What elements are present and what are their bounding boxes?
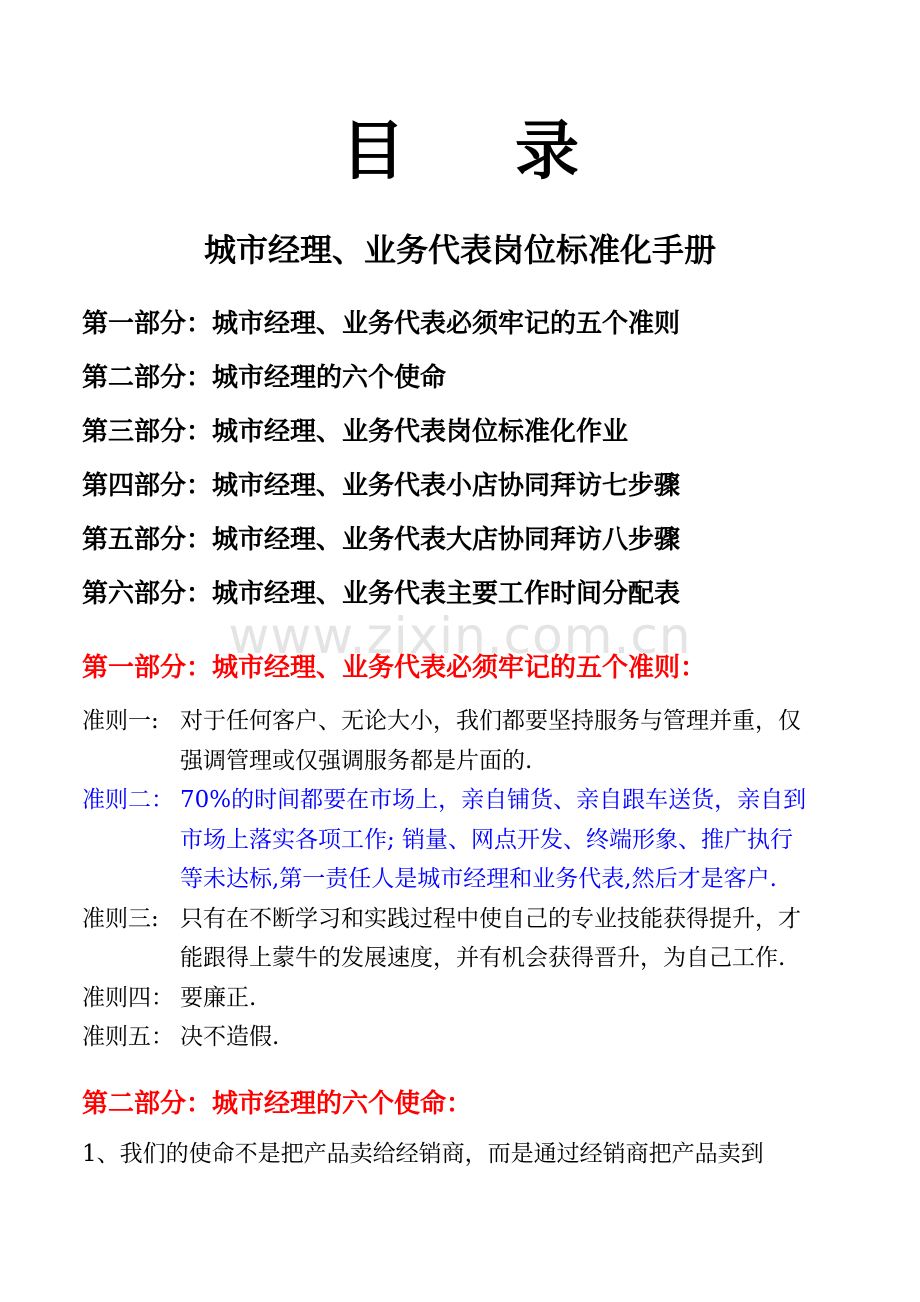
title-char-2: 录 bbox=[515, 115, 579, 189]
rule-label: 准则二： bbox=[82, 787, 174, 813]
rule-text-line: 70%的时间都要在市场上，亲自铺货、亲自跟车送货，亲自到 bbox=[180, 787, 807, 813]
rule-label: 准则五： bbox=[82, 1024, 174, 1050]
section-2-paragraph: 1、我们的使命不是把产品卖给经销商，而是通过经销商把产品卖到 bbox=[82, 1141, 764, 1167]
rule-text-line: 能跟得上蒙牛的发展速度，并有机会获得晋升，为自己工作. bbox=[180, 945, 786, 971]
rule-text bbox=[180, 702, 842, 781]
manual-subtitle: 城市经理、业务代表岗位标准化手册 bbox=[203, 231, 716, 269]
rule-item-2 bbox=[82, 781, 842, 900]
rule-text bbox=[180, 1018, 842, 1058]
page-title bbox=[0, 112, 920, 192]
rule-item-5 bbox=[82, 1018, 842, 1058]
section-1-heading: 第一部分：城市经理、业务代表必须牢记的五个准则： bbox=[82, 653, 707, 683]
rule-text-line: 要廉正. bbox=[180, 984, 257, 1011]
rule-item-3 bbox=[82, 900, 842, 979]
rules-list bbox=[82, 702, 842, 1058]
toc-item-part-1[interactable]: 第一部分：城市经理、业务代表必须牢记的五个准则 bbox=[82, 309, 681, 339]
rule-text-line: 市场上落实各项工作; 销量、网点开发、终端形象、推广执行 bbox=[180, 826, 794, 853]
watermark-text: www.zixin.com.cn bbox=[228, 607, 692, 665]
rule-text-line: 等未达标,第一责任人是城市经理和业务代表,然后才是客户. bbox=[180, 866, 777, 892]
section-2-heading: 第二部分：城市经理的六个使命： bbox=[82, 1089, 473, 1119]
toc-item-part-3[interactable]: 第三部分：城市经理、业务代表岗位标准化作业 bbox=[82, 417, 629, 447]
rule-text-line: 只有在不断学习和实践过程中使自己的专业技能获得提升，才 bbox=[180, 905, 801, 932]
toc-item-part-4[interactable]: 第四部分：城市经理、业务代表小店协同拜访七步骤 bbox=[82, 471, 681, 501]
table-of-contents bbox=[82, 302, 862, 626]
rule-label: 准则三: bbox=[82, 905, 159, 932]
rule-label: 准则四： bbox=[82, 984, 174, 1011]
toc-item-part-2[interactable]: 第二部分：城市经理的六个使命 bbox=[82, 363, 447, 393]
toc-item-part-5[interactable]: 第五部分：城市经理、业务代表大店协同拜访八步骤 bbox=[82, 525, 681, 555]
rule-text bbox=[180, 781, 842, 900]
rule-text-line: 强调管理或仅强调服务都是片面的. bbox=[180, 747, 533, 774]
title-char-1: 目 bbox=[341, 115, 405, 189]
toc-item-part-6[interactable]: 第六部分：城市经理、业务代表主要工作时间分配表 bbox=[82, 579, 681, 609]
rule-item-1 bbox=[82, 702, 842, 781]
rule-text bbox=[180, 900, 842, 979]
rule-item-4 bbox=[82, 979, 842, 1019]
rule-text-line: 决不造假. bbox=[180, 1024, 280, 1050]
rule-label: 准则一: bbox=[82, 708, 159, 734]
rule-text bbox=[180, 979, 842, 1019]
rule-text-line: 对于任何客户、无论大小，我们都要坚持服务与管理并重，仅 bbox=[180, 708, 801, 734]
